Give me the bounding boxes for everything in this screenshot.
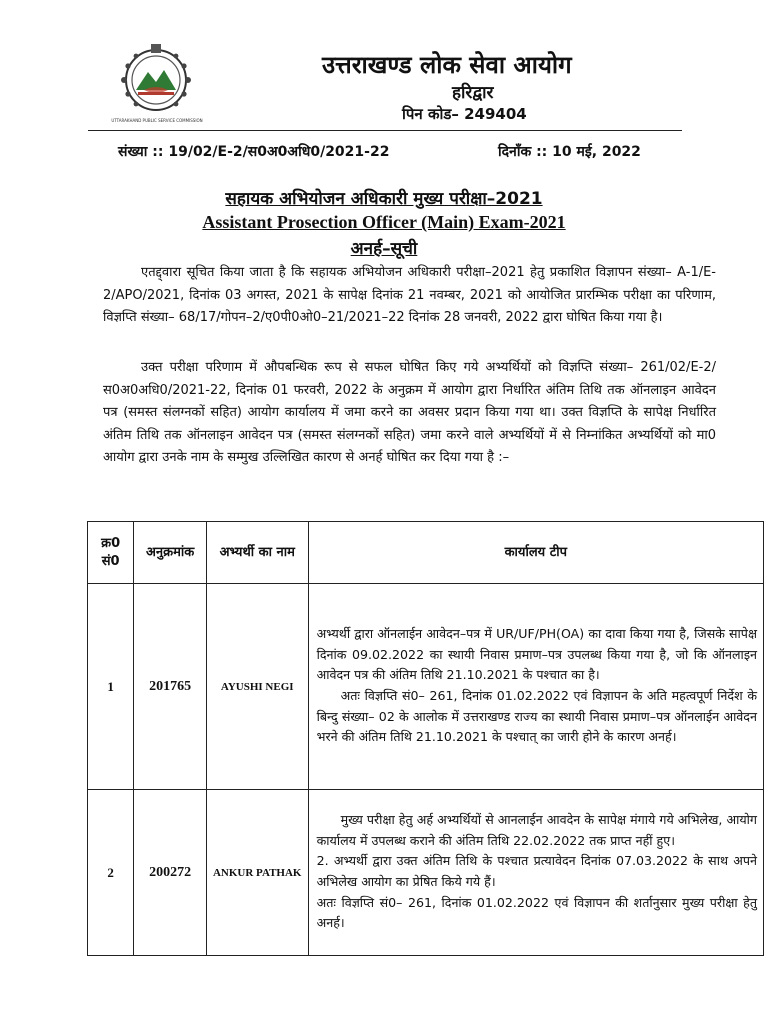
exam-title-hindi: सहायक अभियोजन अधिकारी मुख्य परीक्षा–2021 [225, 189, 543, 209]
reference-number: संख्या :: 19/02/E-2/स0अ0अधि0/2021-22 [118, 144, 390, 160]
disqualification-list-title: अनर्ह–सूची [350, 239, 418, 259]
pin-code: पिन कोड– 249404 [402, 105, 527, 123]
row-candidate-name: ANKUR PATHAK [206, 790, 308, 956]
commission-logo [108, 40, 204, 122]
row-serial: 1 [88, 584, 134, 790]
emblem-icon [108, 40, 204, 122]
notice-paragraph: उक्त परीक्षा परिणाम में औपबन्धिक रूप से सफल घोषित किए गये अभ्यर्थियों को विज्ञप्ति संख्या– 261/02/E-2/स0अ0अधि0/2021-22, दिनांक 01 फरवरी, 2022 के अनुक्रम में आयोग द्वारा निर्धारित अंतिम तिथि तक ऑनलाइन आवेदन पत्र (समस्त संलग्नकों सहित) आयोग कार्यालय में जमा करने का अवसर प्रदान किया गया था। उक्त विज्ञप्ति के सापेक्ष निर्धारित अंतिम तिथि तक ऑनलाइन आवेदन पत्र (समस्त संलग्नकों सहित) जमा करने वाले अभ्यर्थियों में से निम्नांकित अभ्यर्थियों को मा0 आयोग द्वारा उनके नाम के सम्मुख उल्लिखित कारण से अनर्ह घोषित कर दिया गया है :– [103, 360, 716, 465]
organization-name: उत्तराखण्ड लोक सेवा आयोग [322, 51, 572, 79]
row-roll-number: 201765 [134, 584, 207, 790]
reference-date: दिनाँक :: 10 मई, 2022 [498, 144, 641, 160]
intro-paragraph: एतद्द्वारा सूचित किया जाता है कि सहायक अभियोजन अधिकारी परीक्षा–2021 हेतु प्रकाशित विज्ञापन संख्या– A-1/E-2/APO/2021, दिनांक 03 अगस्त, 2021 के सापेक्ष दिनांक 21 नवम्बर, 2021 को आयोजित प्रारम्भिक परीक्षा का परिणाम, विज्ञप्ति संख्या– 68/17/गोपन–2/ए0पी0ओ0–21/2021–22 दिनांक 28 जनवरी, 2022 द्वारा घोषित किया गया है। [103, 265, 716, 325]
remark-text: अभ्यर्थी द्वारा ऑनलाईन आवेदन–पत्र में UR/UF/PH(OA) का दावा किया गया है, जिसके सापेक्ष दिनांक 09.02.2022 का स्थायी निवास प्रमाण–पत्र उपलब्ध किया गया है, जो कि ऑनलाइन आवेदन पत्र की अंतिम तिथि 21.10.2021 के पश्चात का है। [316, 626, 757, 683]
table-row [88, 790, 764, 956]
table-header-row [88, 522, 764, 584]
remark-text: मुख्य परीक्षा हेतु अर्ह अभ्यर्थियों से आनलाईन आवदेन के सापेक्ष मंगाये गये अभिलेख, आयोग कार्यालय में उपलब्ध कराने की अंतिम तिथि 22.02.2022 तक प्राप्त नहीं हुए। [316, 812, 757, 848]
row-candidate-name: AYUSHI NEGI [206, 584, 308, 790]
logo-caption: UTTARAKHAND PUBLIC SERVICE COMMISSION [111, 118, 203, 123]
remark-text: अतः विज्ञप्ति सं0– 261, दिनांक 01.02.2022 एवं विज्ञापन की शर्तानुसार मुख्य परीक्षा हेतु अनर्ह। [316, 894, 757, 931]
header-roll-number: अनुक्रमांक [134, 522, 207, 584]
remark-text: 2. अभ्यर्थी द्वारा उक्त अंतिम तिथि के पश्चात प्रत्यावेदन दिनांक 07.03.2022 के साथ अपने अभिलेख आयोग का प्रेषित किये गये हैं। [316, 853, 757, 889]
row-office-remark [308, 584, 763, 790]
row-serial: 2 [88, 790, 134, 956]
header-office-remark: कार्यालय टीप [308, 522, 763, 584]
header-serial: क्र0 सं0 [88, 522, 134, 584]
header-divider [88, 130, 682, 131]
exam-title-english: Assistant Prosection Officer (Main) Exam-2021 [202, 212, 566, 232]
disqualification-table [87, 521, 764, 956]
header-candidate-name: अभ्यर्थी का नाम [206, 522, 308, 584]
row-office-remark [308, 790, 763, 956]
row-roll-number: 200272 [134, 790, 207, 956]
organization-city: हरिद्वार [452, 83, 494, 103]
table-row [88, 584, 764, 790]
remark-text: अतः विज्ञप्ति सं0– 261, दिनांक 01.02.2022 एवं विज्ञापन के अति महत्वपूर्ण निर्देश के बिन्दु संख्या– 02 के आलोक में उत्तराखण्ड राज्य का स्थायी निवास प्रमाण–पत्र ऑनलाईन आवेदन भरने की अंतिम तिथि 21.10.2021 के पश्चात् का जारी होने के कारण अनर्ह। [316, 688, 757, 745]
